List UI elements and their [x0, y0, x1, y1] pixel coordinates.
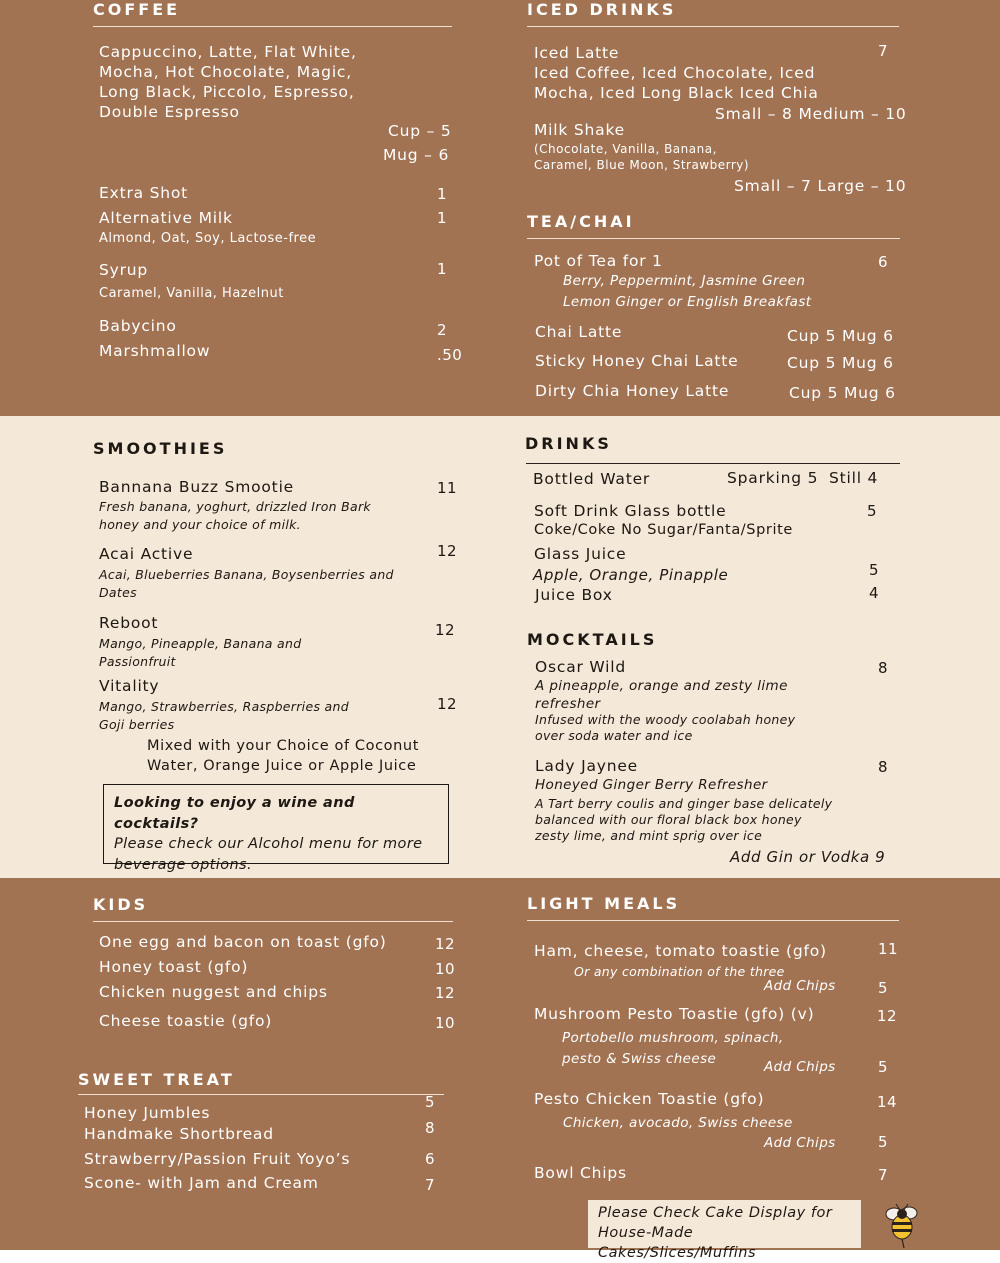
acai-active-price: 12: [437, 542, 458, 560]
babycino-label: Babycino: [99, 317, 177, 335]
alcohol-note-title: Looking to enjoy a wine and cocktails?: [114, 795, 355, 832]
mushroom-toastie-price: 12: [877, 1007, 898, 1025]
kids-item-price: 10: [435, 960, 456, 978]
drinks-divider: [526, 463, 900, 464]
lady-jaynee-price: 8: [878, 758, 889, 776]
coffee-cup-price: Cup – 5: [388, 122, 452, 140]
smoothie-mix-line-1: Mixed with your Choice of Coconut: [147, 738, 419, 754]
middle-menu-band: [0, 416, 1000, 878]
tea-chai-heading: TEA/CHAI: [527, 212, 635, 231]
acai-active-description: Acai, Blueberries Banana, Boysenberries and Dates: [99, 567, 394, 600]
sweet-item: Handmake Shortbread: [84, 1125, 274, 1143]
juice-box-label: Juice Box: [535, 586, 613, 604]
kids-item: Honey toast (gfo): [99, 958, 249, 976]
lady-jaynee-subtitle: Honeyed Ginger Berry Refresher: [535, 777, 768, 793]
banana-buzz-price: 11: [437, 479, 458, 497]
kids-item: Chicken nuggest and chips: [99, 983, 328, 1001]
alcohol-note-body: Please check our Alcohol menu for more beverage options.: [114, 836, 423, 873]
sweet-item-price: 7: [425, 1176, 436, 1194]
iced-drinks-divider: [527, 26, 899, 27]
smoothies-heading: SMOOTHIES: [93, 439, 228, 458]
dirty-chai-price: Cup 5 Mug 6: [789, 384, 896, 402]
ham-toastie-price: 11: [878, 940, 899, 958]
glass-juice-label: Glass Juice: [534, 545, 627, 563]
sweet-treat-divider: [78, 1094, 444, 1095]
iced-latte-price: 7: [878, 42, 889, 60]
bottom-menu-band: [0, 878, 1000, 1261]
bottled-water-label: Bottled Water: [533, 470, 651, 488]
marshmallow-price: .50: [437, 346, 463, 364]
alt-milk-description: Almond, Oat, Soy, Lactose-free: [99, 231, 317, 246]
kids-divider: [93, 921, 453, 922]
soft-drink-price: 5: [867, 502, 878, 520]
ham-toastie-description: Or any combination of the three: [574, 964, 785, 979]
add-chips-price: 5: [878, 1058, 889, 1076]
babycino-price: 2: [437, 321, 448, 339]
kids-item-price: 12: [435, 984, 456, 1002]
syrup-description: Caramel, Vanilla, Hazelnut: [99, 286, 284, 301]
juice-box-price: 4: [869, 584, 880, 602]
milkshake-description: (Chocolate, Vanilla, Banana, Caramel, Blue Moon, Strawberry): [534, 142, 750, 172]
sweet-treat-heading: SWEET TREAT: [78, 1070, 235, 1089]
chai-latte-label: Chai Latte: [535, 323, 623, 341]
alt-milk-price: 1: [437, 209, 448, 227]
syrup-price: 1: [437, 260, 448, 278]
banana-buzz-description: Fresh banana, yoghurt, drizzled Iron Bark honey and your choice of milk.: [99, 499, 371, 532]
iced-drinks-heading: ICED DRINKS: [527, 0, 677, 19]
reboot-price: 12: [435, 621, 456, 639]
alcohol-menu-note: [103, 784, 449, 873]
mushroom-toastie-label: Mushroom Pesto Toastie (gfo) (v): [534, 1005, 815, 1023]
pot-of-tea-price: 6: [878, 253, 889, 271]
tea-chai-divider: [527, 238, 900, 239]
syrup-label: Syrup: [99, 261, 149, 279]
smoothie-mix-line-2: Water, Orange Juice or Apple Juice: [147, 758, 417, 774]
soft-drink-label: Soft Drink Glass bottle: [534, 502, 727, 520]
water-sparkling-price: Sparking 5: [727, 469, 819, 487]
soft-drink-description: Coke/Coke No Sugar/Fanta/Sprite: [534, 522, 793, 538]
light-meals-divider: [527, 920, 899, 921]
mushroom-toastie-desc-2: pesto & Swiss cheese: [562, 1051, 717, 1067]
oscar-wild-label: Oscar Wild: [535, 658, 627, 676]
bee-icon: [880, 1200, 924, 1252]
kids-heading: KIDS: [93, 895, 149, 914]
pot-of-tea-label: Pot of Tea for 1: [534, 252, 663, 270]
coffee-heading: COFFEE: [93, 0, 181, 19]
pot-of-tea-desc-2: Lemon Ginger or English Breakfast: [563, 294, 812, 310]
reboot-label: Reboot: [99, 614, 159, 632]
lady-jaynee-label: Lady Jaynee: [535, 757, 639, 775]
spirit-addon: Add Gin or Vodka 9: [730, 848, 886, 866]
vitality-description: Mango, Strawberries, Raspberries and Goji berries: [99, 699, 349, 732]
pesto-chicken-description: Chicken, avocado, Swiss cheese: [563, 1115, 793, 1131]
kids-item: One egg and bacon on toast (gfo): [99, 933, 387, 951]
add-chips-price: 5: [878, 979, 889, 997]
iced-latte-label: Iced Latte: [534, 44, 620, 62]
vitality-price: 12: [437, 695, 458, 713]
reboot-description: Mango, Pineapple, Banana and Passionfruit: [99, 636, 302, 669]
sweet-item: Scone- with Jam and Cream: [84, 1174, 319, 1192]
mushroom-toastie-desc-1: Portobello mushroom, spinach,: [562, 1030, 784, 1046]
sweet-item-price: 5: [425, 1093, 436, 1111]
sticky-chai-label: Sticky Honey Chai Latte: [535, 352, 739, 370]
iced-drinks-description: Iced Coffee, Iced Chocolate, Iced Mocha, Iced Long Black Iced Chia: [534, 64, 819, 102]
bowl-chips-price: 7: [878, 1166, 889, 1184]
glass-juice-description: Apple, Orange, Pinapple: [533, 566, 729, 584]
kids-item: Cheese toastie (gfo): [99, 1012, 273, 1030]
mocktails-heading: MOCKTAILS: [527, 630, 658, 649]
acai-active-label: Acai Active: [99, 545, 194, 563]
kids-item-price: 12: [435, 935, 456, 953]
add-chips-label: Add Chips: [764, 978, 836, 994]
bowl-chips-label: Bowl Chips: [534, 1164, 627, 1182]
light-meals-heading: LIGHT MEALS: [527, 894, 681, 913]
extra-shot-price: 1: [437, 185, 448, 203]
pesto-chicken-label: Pesto Chicken Toastie (gfo): [534, 1090, 765, 1108]
chai-latte-price: Cup 5 Mug 6: [787, 327, 894, 345]
sweet-item-price: 6: [425, 1150, 436, 1168]
cake-display-note: Please Check Cake Display for House-Made Cakes/Slices/Muffins: [588, 1200, 861, 1248]
alt-milk-label: Alternative Milk: [99, 209, 233, 227]
sticky-chai-price: Cup 5 Mug 6: [787, 354, 894, 372]
vitality-label: Vitality: [99, 677, 160, 695]
oscar-wild-description-2: Infused with the woody coolabah honey over soda water and ice: [535, 712, 796, 743]
extra-shot-label: Extra Shot: [99, 184, 189, 202]
coffee-description: Cappuccino, Latte, Flat White, Mocha, Hot Chocolate, Magic, Long Black, Piccolo, Espresso, Double Espresso: [99, 43, 357, 121]
drinks-heading: DRINKS: [525, 434, 612, 453]
milkshake-label: Milk Shake: [534, 121, 626, 139]
oscar-wild-price: 8: [878, 659, 889, 677]
sweet-item: Honey Jumbles: [84, 1104, 211, 1122]
sweet-item-price: 8: [425, 1119, 436, 1137]
kids-item-price: 10: [435, 1014, 456, 1032]
milkshake-sizes: Small – 7 Large – 10: [734, 177, 907, 195]
dirty-chai-label: Dirty Chia Honey Latte: [535, 382, 730, 400]
lady-jaynee-description: A Tart berry coulis and ginger base delicately balanced with our floral black box honey zesty lime, and mint sprig over ice: [535, 796, 833, 843]
coffee-mug-price: Mug – 6: [383, 146, 450, 164]
coffee-divider: [93, 26, 452, 27]
add-chips-label: Add Chips: [764, 1135, 836, 1151]
water-still-price: Still 4: [829, 469, 879, 487]
banana-buzz-label: Bannana Buzz Smootie: [99, 478, 295, 496]
marshmallow-label: Marshmallow: [99, 342, 211, 360]
sweet-item: Strawberry/Passion Fruit Yoyo’s: [84, 1150, 351, 1168]
oscar-wild-description: A pineapple, orange and zesty lime refresher: [535, 678, 788, 712]
iced-drinks-sizes: Small – 8 Medium – 10: [715, 105, 907, 123]
add-chips-label: Add Chips: [764, 1059, 836, 1075]
ham-toastie-label: Ham, cheese, tomato toastie (gfo): [534, 942, 827, 960]
pesto-chicken-price: 14: [877, 1093, 898, 1111]
pot-of-tea-desc-1: Berry, Peppermint, Jasmine Green: [563, 273, 806, 289]
top-menu-band: [0, 0, 1000, 416]
glass-juice-price: 5: [869, 561, 880, 579]
add-chips-price: 5: [878, 1133, 889, 1151]
